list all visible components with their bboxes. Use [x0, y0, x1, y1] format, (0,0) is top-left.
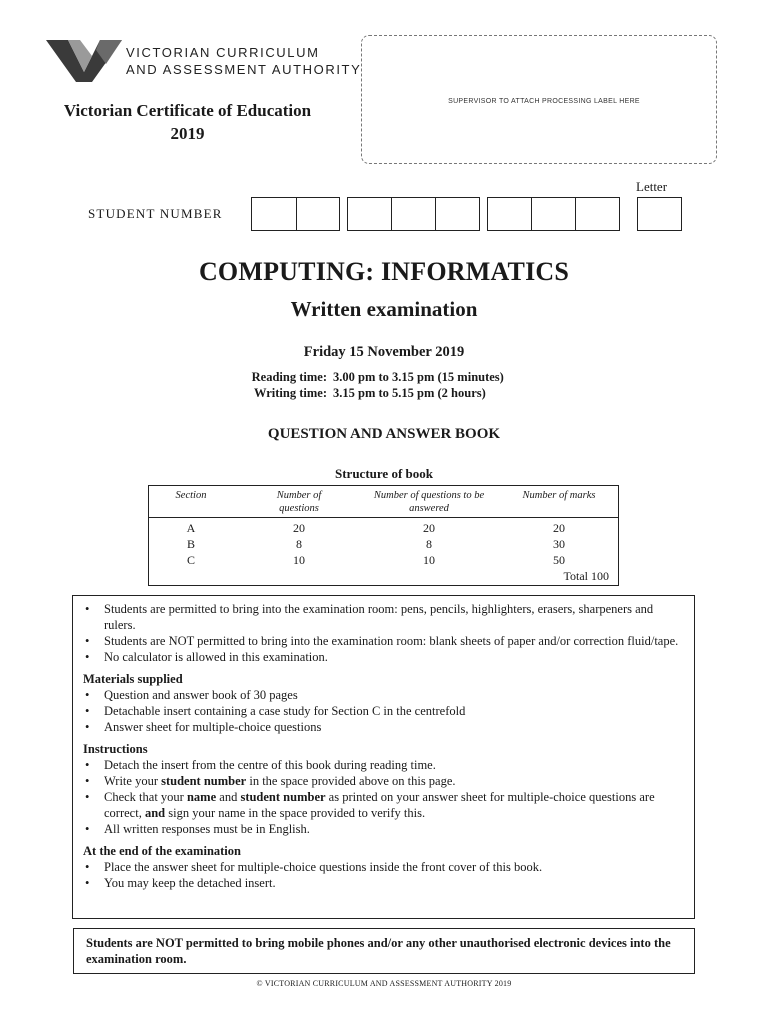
student-number-letter-box[interactable] [637, 197, 682, 231]
instruction-text: Check that your [104, 790, 187, 804]
student-number-label: STUDENT NUMBER [88, 206, 223, 221]
certificate-heading [40, 99, 335, 145]
instruction-text: Detach the insert from the centre of this book during reading time. [104, 758, 436, 772]
writing-time-value: 3.15 pm to 5.15 pm (2 hours) [333, 386, 486, 400]
table-cell: 50 [553, 553, 565, 567]
table-cell: B [186, 537, 195, 551]
list-item: • Question and answer book of 30 pages [85, 688, 298, 702]
list-item: • You may keep the detached insert. [85, 876, 276, 890]
materials-list [83, 687, 684, 735]
processing-label-text: SUPERVISOR TO ATTACH PROCESSING LABEL HERE [448, 98, 640, 105]
certificate-name: Victorian Certificate of Education [63, 101, 312, 120]
header-questions-to-answer: Number of questions to be answered [373, 490, 485, 514]
list-item: • Students are permitted to bring into the examination room: pens, pencils, highlighters, erasers, sharpeners and rulers. [85, 602, 654, 632]
exam-title: COMPUTING: INFORMATICS [198, 257, 570, 286]
table-cell: 20 [553, 521, 565, 535]
student-number-digit-box[interactable] [435, 197, 480, 231]
instruction-text: and [216, 790, 241, 804]
student-number-digit-box[interactable] [487, 197, 532, 231]
instruction-text: Write your [104, 774, 162, 788]
table-cell: A [186, 521, 196, 535]
instruction-emphasis: student number [240, 790, 326, 804]
mobile-phone-notice: Students are NOT permitted to bring mobile phones and/or any other unauthorised electronic devices into the examination room. [73, 928, 695, 974]
reading-time-row [236, 369, 504, 385]
list-item-text: Detachable insert containing a case study for Section C in the centrefold [104, 704, 466, 718]
instructions-list [83, 757, 684, 837]
list-item: • Answer sheet for multiple-choice questions [85, 720, 322, 734]
table-cell: C [186, 553, 195, 567]
student-number-digit-box[interactable] [575, 197, 620, 231]
table-cell: 8 [426, 537, 432, 551]
header-number-of-marks: Number of marks [522, 490, 596, 501]
instructions-heading: Instructions [83, 742, 148, 756]
book-type: QUESTION AND ANSWER BOOK [267, 426, 501, 442]
exam-times [236, 369, 504, 401]
list-item: • All written responses must be in English. [85, 822, 310, 836]
list-item-text: No calculator is allowed in this examination. [104, 650, 328, 664]
vcaa-logo [46, 38, 122, 82]
list-item: • No calculator is allowed in this examination. [85, 650, 328, 664]
materials-heading: Materials supplied [83, 672, 183, 686]
general-rules-list [83, 601, 684, 665]
list-item-text: You may keep the detached insert. [104, 876, 276, 890]
instruction-text: as printed on your answer sheet for multiple-choice questions are correct, [104, 790, 655, 820]
list-item: • Place the answer sheet for multiple-choice questions inside the front cover of this book. [85, 860, 543, 874]
end-of-exam-heading: At the end of the examination [83, 844, 241, 858]
letter-label: Letter [636, 179, 668, 194]
writing-time-label: Writing time: [253, 386, 327, 400]
list-item: • Check that your name and student number as printed on your answer sheet for multiple-choice questions are correct, and sign your name in the space provided to verify this. [85, 790, 655, 820]
certificate-year: 2019 [170, 124, 205, 143]
list-item-text: Place the answer sheet for multiple-choice questions inside the front cover of this book. [104, 860, 543, 874]
list-item: • Detach the insert from the centre of this book during reading time. [85, 758, 436, 772]
structure-table [148, 485, 619, 586]
writing-time-row [236, 385, 504, 401]
exam-subtitle: Written examination [290, 297, 478, 321]
list-item: • Write your student number in the space provided above on this page. [85, 774, 456, 788]
structure-caption: Structure of book [335, 466, 433, 481]
rules-box [72, 595, 695, 919]
student-number-digit-box[interactable] [296, 197, 340, 231]
student-number-digit-box[interactable] [347, 197, 392, 231]
reading-time-label: Reading time: [251, 370, 327, 384]
reading-time-value: 3.00 pm to 3.15 pm (15 minutes) [333, 370, 504, 384]
table-cell: 30 [553, 537, 565, 551]
exam-date: Friday 15 November 2019 [303, 344, 465, 360]
org-line-2: AND ASSESSMENT AUTHORITY [126, 62, 362, 77]
table-cell: 20 [423, 521, 435, 535]
list-item: • Detachable insert containing a case study for Section C in the centrefold [85, 704, 466, 718]
instruction-text: in the space provided above on this page. [246, 774, 456, 788]
instruction-text: All written responses must be in English. [104, 822, 310, 836]
total-marks: Total 100 [563, 569, 609, 583]
list-item-text: Students are permitted to bring into the examination room: pens, pencils, highlighters, erasers, sharpeners and rulers. [104, 602, 654, 632]
list-item: • Students are NOT permitted to bring into the examination room: blank sheets of paper and/or correction fluid/tape. [85, 634, 679, 648]
instruction-text: sign your name in the space provided to verify this. [165, 806, 426, 820]
table-cell: 10 [293, 553, 305, 567]
header-number-of-questions: Number of questions [276, 490, 322, 514]
org-line-1: VICTORIAN CURRICULUM [126, 45, 320, 60]
student-number-digit-box[interactable] [251, 197, 297, 231]
instruction-emphasis: name [186, 790, 217, 804]
header-section: Section [175, 490, 207, 501]
list-item-text: Answer sheet for multiple-choice questions [104, 720, 322, 734]
instruction-emphasis: student number [161, 774, 247, 788]
instruction-emphasis: and [144, 806, 166, 820]
end-of-exam-list [83, 859, 684, 891]
student-number-digit-box[interactable] [391, 197, 436, 231]
organisation-name [126, 44, 361, 78]
table-cell: 20 [293, 521, 305, 535]
list-item-text: Question and answer book of 30 pages [104, 688, 298, 702]
list-item-text: Students are NOT permitted to bring into the examination room: blank sheets of paper and/or correction fluid/tape. [104, 634, 679, 648]
copyright: © VICTORIAN CURRICULUM AND ASSESSMENT AUTHORITY 2019 [256, 979, 512, 988]
table-cell: 10 [423, 553, 435, 567]
table-cell: 8 [296, 537, 302, 551]
student-number-digit-box[interactable] [531, 197, 576, 231]
